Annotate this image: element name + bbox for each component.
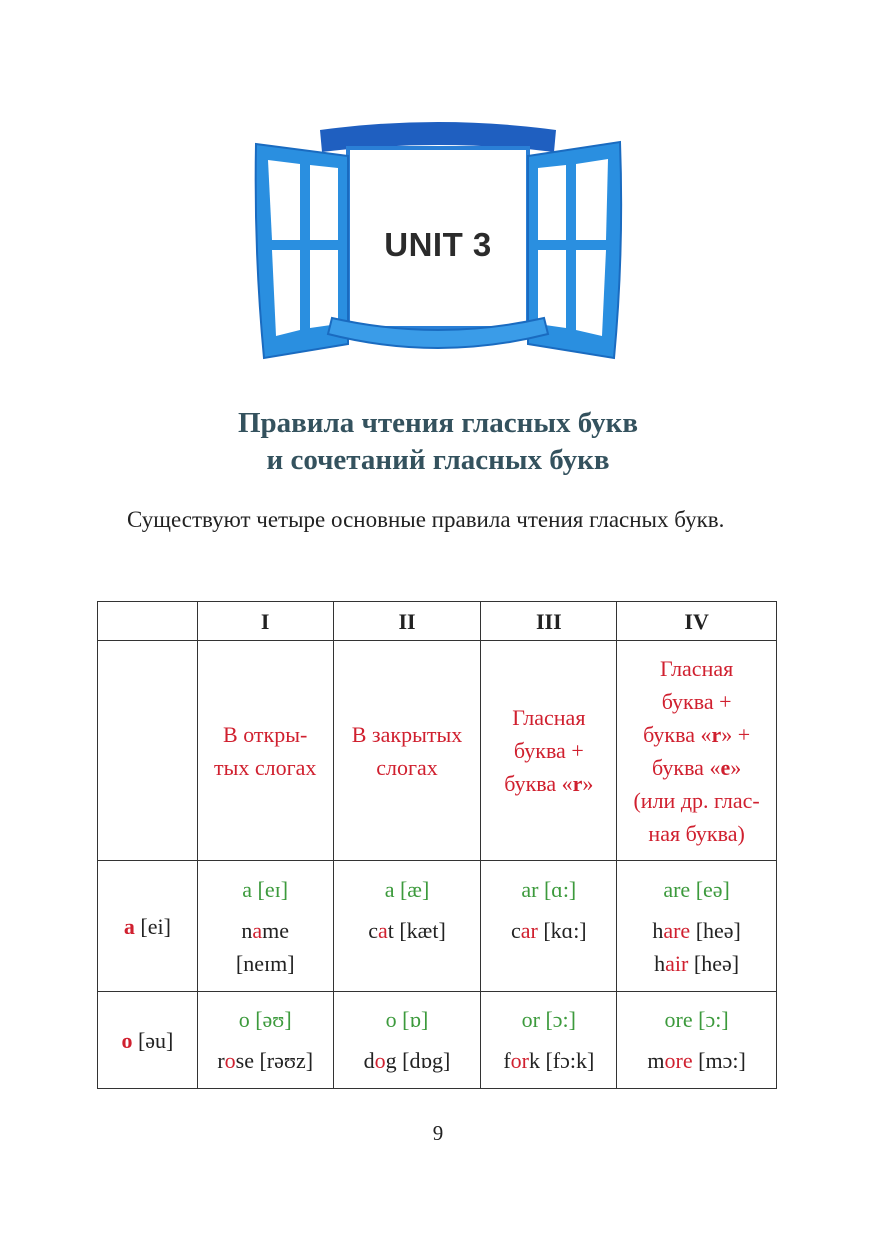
rule-1-example — [197, 992, 333, 1089]
rule-3-line-1: Гласная — [512, 705, 586, 730]
pattern: ore [ɔ:] — [664, 1007, 729, 1032]
rule-3-description — [481, 641, 617, 861]
header-empty-cell — [98, 602, 198, 641]
example-word: hare [heə] — [652, 917, 741, 943]
rule-4-line-5: (или др. глас- — [633, 787, 760, 813]
title-line-2: и сочетаний гласных букв — [266, 444, 610, 476]
rule-2-line-2: слогах — [376, 754, 438, 780]
description-empty-cell — [98, 641, 198, 861]
letter-sound: [əu] — [137, 1027, 174, 1053]
pattern: a [æ] — [384, 876, 430, 902]
example-word: dog [dɒg] — [363, 1048, 451, 1073]
letter-sound: [ei] — [140, 913, 171, 939]
transcription: [neɪm] — [235, 950, 295, 976]
rule-1-line-2: тых слогах — [213, 754, 317, 780]
page-title — [0, 405, 876, 479]
rule-4-example — [617, 861, 777, 992]
rule-4-line-1: Гласная — [660, 655, 734, 681]
header-col-4: IV — [617, 602, 777, 641]
example-word: fork [fɔ:k] — [503, 1048, 595, 1073]
header-col-2: II — [333, 602, 481, 641]
example-word-2: hair [heə] — [654, 950, 740, 976]
example-word: rose [rəʊz] — [217, 1048, 314, 1073]
pattern: a [eɪ] — [242, 876, 289, 902]
rule-4-line-2: буква + — [661, 688, 732, 714]
pattern: ar [ɑ:] — [521, 876, 577, 902]
rule-1-example — [197, 861, 333, 992]
rule-description-row — [98, 641, 777, 861]
title-line-1: Правила чтения гласных букв — [237, 407, 639, 439]
intro-paragraph: Существуют четыре основные правила чтения гласных букв. — [127, 507, 725, 532]
pattern: o [ɒ] — [385, 1007, 429, 1032]
example-word: name — [241, 917, 290, 943]
example-word: cat [kæt] — [368, 917, 446, 943]
header-col-3: III — [481, 602, 617, 641]
header-col-1: I — [197, 602, 333, 641]
rule-3-example — [481, 992, 617, 1089]
rule-1-description — [197, 641, 333, 861]
pattern: are [eə] — [663, 876, 730, 902]
example-word: car [kɑ:] — [511, 917, 587, 943]
rule-2-example — [333, 992, 481, 1089]
rule-4-line-4: буква «e» — [652, 754, 742, 780]
letter: a — [123, 913, 135, 939]
unit-label: UNIT 3 — [384, 226, 492, 263]
rule-4-line-6: ная буква) — [648, 820, 745, 846]
rule-4-line-3: буква «r» + — [643, 721, 751, 747]
example-word: more [mɔ:] — [647, 1048, 746, 1073]
page-number: 9 — [432, 1121, 444, 1145]
rule-2-description — [333, 641, 481, 861]
rule-3-example — [481, 861, 617, 992]
rule-3-line-2: буква + — [513, 738, 584, 763]
table-row — [98, 861, 777, 992]
letter: o — [121, 1027, 133, 1053]
letter-cell — [98, 861, 198, 992]
rule-3-line-3: буква «r» — [504, 771, 594, 796]
pattern: or [ɔ:] — [521, 1007, 576, 1032]
rule-4-description — [617, 641, 777, 861]
table-row — [98, 992, 777, 1089]
rule-4-example — [617, 992, 777, 1089]
rule-1-line-1: В откры- — [223, 721, 308, 747]
letter-cell — [98, 992, 198, 1089]
pattern: o [əʊ] — [238, 1007, 292, 1032]
rule-2-example — [333, 861, 481, 992]
reading-rules-table — [97, 601, 777, 1089]
rule-2-line-1: В закрытых — [351, 721, 463, 747]
table-header-row — [98, 602, 777, 641]
